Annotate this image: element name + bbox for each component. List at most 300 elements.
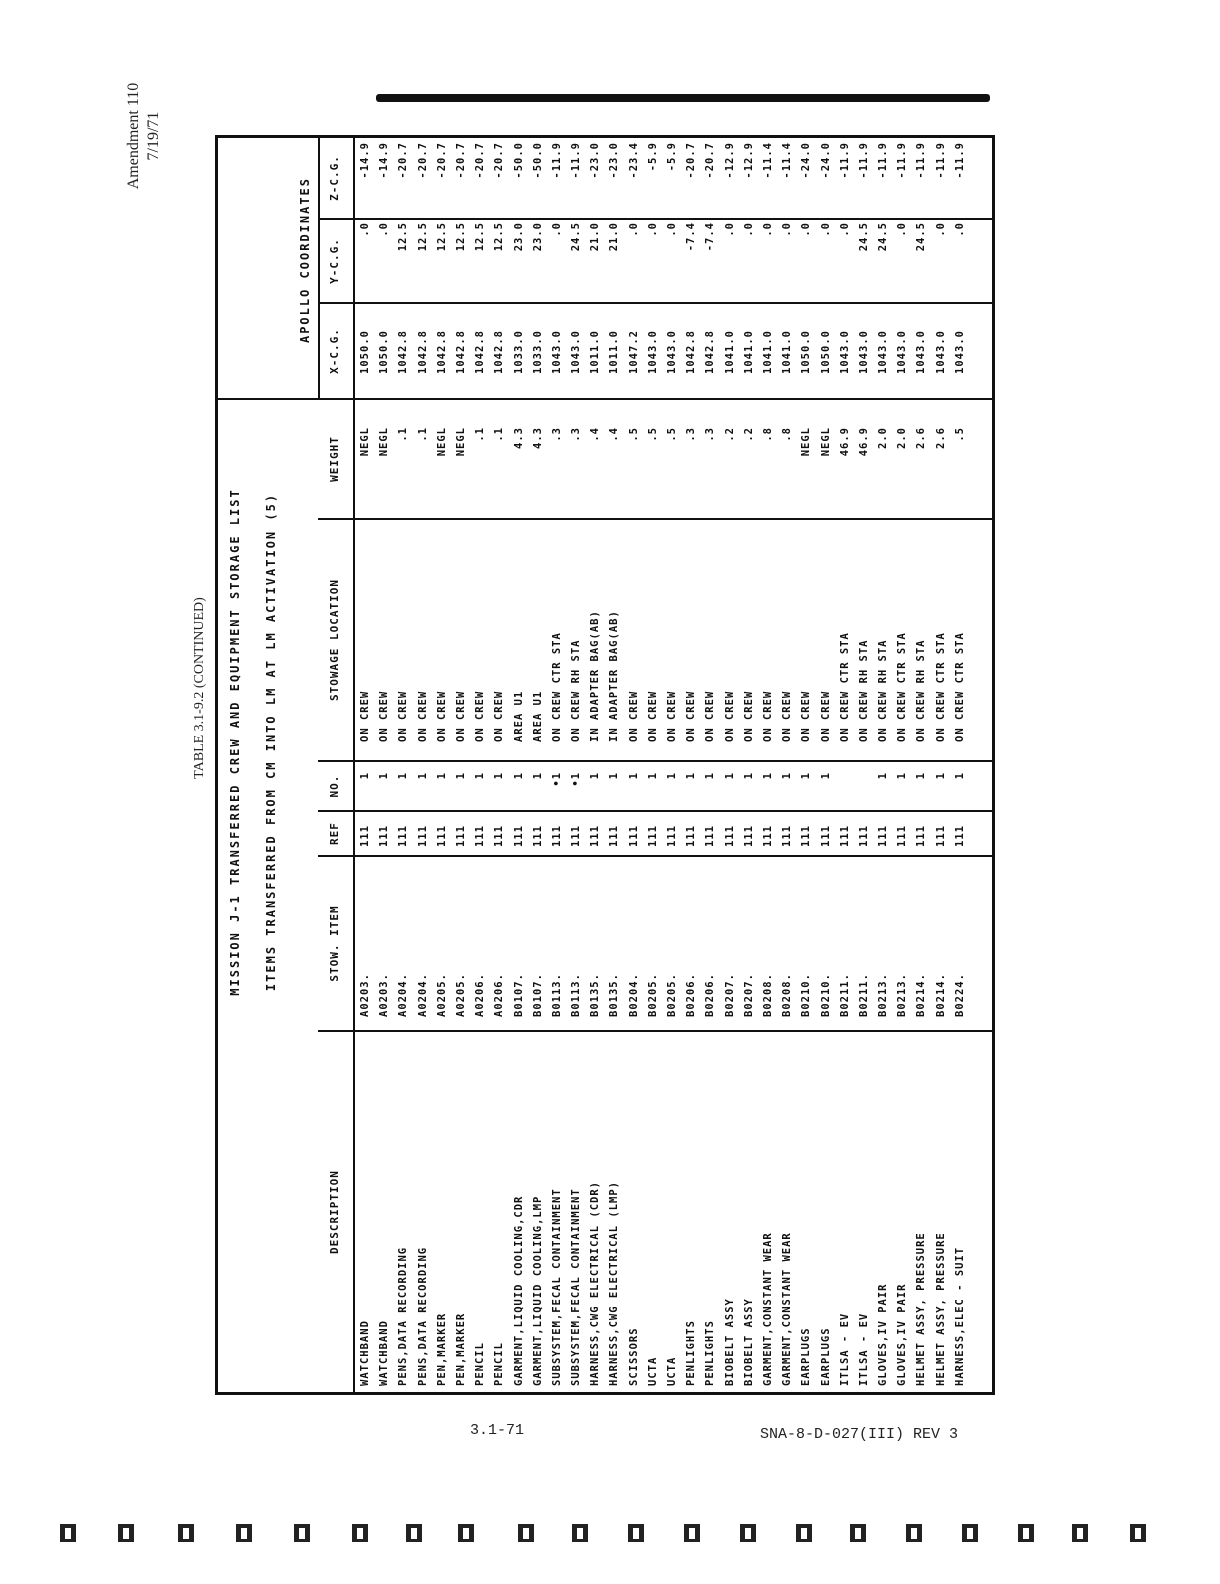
number-cell: 1 [531, 772, 544, 780]
stow-item-cell: A0203. [378, 973, 391, 1017]
table-row [740, 132, 759, 1392]
y-cg-cell: .0 [819, 222, 832, 237]
x-cg-cell: 1042.8 [704, 330, 717, 374]
number-cell: 1 [493, 772, 506, 780]
z-cg-cell: -20.7 [416, 142, 429, 179]
location-cell: ON CREW RH STA [570, 639, 583, 742]
stow-item-cell: A0204. [416, 973, 429, 1017]
z-cg-cell: -50.0 [512, 142, 525, 179]
location-cell: ON CREW [685, 690, 698, 742]
location-cell: ON CREW CTR STA [550, 632, 563, 742]
x-cg-cell: 1042.8 [493, 330, 506, 374]
y-cg-cell: 24.5 [915, 222, 928, 252]
weight-cell: .3 [704, 427, 717, 442]
description-cell: HARNESS,CWG ELECTRICAL (CDR) [589, 1180, 602, 1386]
table-row [548, 132, 567, 1392]
y-cg-cell: 12.5 [454, 222, 467, 252]
number-cell: 1 [589, 772, 602, 780]
x-cg-cell: 1011.0 [608, 330, 621, 374]
location-cell: ON CREW RH STA [915, 639, 928, 742]
table-row [433, 132, 452, 1392]
location-cell: ON CREW [646, 690, 659, 742]
number-cell: 1 [819, 772, 832, 780]
location-cell: ON CREW CTR STA [953, 632, 966, 742]
z-cg-cell: -11.9 [570, 142, 583, 179]
stow-item-cell: A0206. [474, 973, 487, 1017]
number-cell: 1 [378, 772, 391, 780]
table-row [778, 132, 797, 1392]
location-cell: IN ADAPTER BAG(AB) [589, 610, 602, 742]
header-location: STOWAGE LOCATION [328, 579, 341, 701]
ref-cell: 111 [666, 825, 678, 847]
y-cg-cell: 12.5 [416, 222, 429, 252]
x-cg-cell: 1033.0 [531, 330, 544, 374]
y-cg-cell: .0 [723, 222, 736, 237]
table-row [375, 132, 394, 1392]
scan-mark [906, 1524, 922, 1542]
location-cell: ON CREW CTR STA [838, 632, 851, 742]
header-description: DESCRIPTION [328, 1170, 341, 1254]
weight-cell: .3 [685, 427, 698, 442]
ref-cell: 111 [934, 825, 947, 847]
x-cg-cell: 1041.0 [781, 330, 794, 374]
location-cell: ON CREW [627, 690, 640, 742]
z-cg-cell: -11.9 [934, 142, 947, 179]
weight-cell: .5 [646, 427, 659, 442]
x-cg-cell: 1050.0 [800, 330, 813, 374]
number-cell: 1 [781, 772, 794, 780]
table-row [529, 132, 548, 1392]
number-cell: 1 [646, 772, 659, 780]
description-cell: EARPLUGS [819, 1327, 832, 1386]
ref-cell: 111 [896, 825, 909, 847]
description-cell: PENCIL [493, 1342, 506, 1386]
ref-cell: 111 [550, 825, 563, 847]
z-cg-cell: -20.7 [454, 142, 467, 179]
stow-item-cell: B0107. [531, 973, 544, 1017]
location-cell: ON CREW [666, 690, 678, 742]
y-cg-cell: 24.5 [877, 222, 890, 252]
x-cg-cell: 1042.8 [685, 330, 698, 374]
scan-mark [684, 1524, 700, 1542]
z-cg-cell: -11.9 [877, 142, 890, 179]
x-cg-cell: 1050.0 [359, 330, 371, 374]
y-cg-cell: .0 [800, 222, 813, 237]
description-cell: GARMENT,CONSTANT WEAR [781, 1232, 794, 1386]
weight-cell: .1 [397, 427, 410, 442]
stow-item-cell: B0213. [877, 973, 890, 1017]
table-row [682, 132, 701, 1392]
weight-cell: .8 [761, 427, 774, 442]
number-cell: 1 [474, 772, 487, 780]
y-cg-cell: 12.5 [397, 222, 410, 252]
stow-item-cell: A0204. [397, 973, 410, 1017]
weight-cell: NEGL [435, 427, 448, 457]
description-cell: HELMET ASSY, PRESSURE [934, 1232, 947, 1386]
x-cg-cell: 1050.0 [819, 330, 832, 374]
stow-item-cell: B0214. [915, 973, 928, 1017]
location-cell: ON CREW [493, 690, 506, 742]
weight-cell: .8 [781, 427, 794, 442]
scan-mark [796, 1524, 812, 1542]
weight-cell: 2.0 [896, 427, 909, 449]
weight-cell: .1 [493, 427, 506, 442]
z-cg-cell: -11.9 [550, 142, 563, 179]
location-cell: ON CREW [761, 690, 774, 742]
stow-item-cell: B0206. [704, 973, 717, 1017]
ref-cell: 111 [800, 825, 813, 847]
table-row [836, 132, 855, 1392]
x-cg-cell: 1041.0 [742, 330, 755, 374]
stow-item-cell: B0211. [838, 973, 851, 1017]
table-row [605, 132, 624, 1392]
number-cell: 1 [397, 772, 410, 780]
stow-item-cell: B0210. [819, 973, 832, 1017]
description-cell: PENCIL [474, 1342, 487, 1386]
location-cell: ON CREW [781, 690, 794, 742]
weight-cell: NEGL [800, 427, 813, 457]
stow-item-cell: B0206. [685, 973, 698, 1017]
table-row [797, 132, 816, 1392]
x-cg-cell: 1050.0 [378, 330, 391, 374]
ref-cell: 111 [781, 825, 794, 847]
scan-mark [572, 1524, 588, 1542]
z-cg-cell: -5.9 [666, 142, 678, 172]
location-cell: ON CREW RH STA [877, 639, 890, 742]
y-cg-cell: 12.5 [493, 222, 506, 252]
x-cg-cell: 1042.8 [474, 330, 487, 374]
x-cg-cell: 1043.0 [877, 330, 890, 374]
z-cg-cell: -12.9 [742, 142, 755, 179]
description-cell: EARPLUGS [800, 1327, 813, 1386]
description-cell: GARMENT,CONSTANT WEAR [761, 1232, 774, 1386]
location-cell: ON CREW [359, 690, 371, 742]
table-row [471, 132, 490, 1392]
ref-cell: 111 [397, 825, 410, 847]
table-row [586, 132, 605, 1392]
x-cg-cell: 1043.0 [646, 330, 659, 374]
x-cg-cell: 1043.0 [934, 330, 947, 374]
ref-cell: 111 [915, 825, 928, 847]
description-cell: SCISSORS [627, 1327, 640, 1386]
y-cg-cell: 21.0 [608, 222, 621, 252]
scan-marks [60, 1524, 1160, 1554]
z-cg-cell: -23.0 [608, 142, 621, 179]
table-row [893, 132, 912, 1392]
z-cg-cell: -11.9 [857, 142, 870, 179]
stow-item-cell: B0135. [608, 973, 621, 1017]
y-cg-cell: 12.5 [474, 222, 487, 252]
z-cg-cell: -20.7 [704, 142, 717, 179]
header-z-cg: Z-C.G. [328, 155, 341, 201]
table-row [874, 132, 893, 1392]
y-cg-cell: -7.4 [685, 222, 698, 252]
table-row [625, 132, 644, 1392]
ref-cell: 111 [627, 825, 640, 847]
y-cg-cell: .0 [953, 222, 966, 237]
document-id: SNA-8-D-027(III) REV 3 [760, 1426, 959, 1443]
header-rule [353, 138, 355, 1392]
header-no: NO. [328, 774, 341, 798]
x-cg-cell: 1047.2 [627, 330, 640, 374]
ref-cell: 111 [761, 825, 774, 847]
stow-item-cell: B0113. [570, 973, 583, 1017]
scan-mark [1072, 1524, 1088, 1542]
description-cell: BIOBELT ASSY [742, 1298, 755, 1386]
description-cell: WATCHBAND [359, 1320, 371, 1386]
z-cg-cell: -23.4 [627, 142, 640, 179]
y-cg-cell: -7.4 [704, 222, 717, 252]
ref-cell: 111 [819, 825, 832, 847]
x-cg-cell: 1011.0 [589, 330, 602, 374]
location-cell: IN ADAPTER BAG(AB) [608, 610, 621, 742]
table-row [855, 132, 874, 1392]
table-row [912, 132, 931, 1392]
ref-cell: 111 [857, 825, 870, 847]
stow-item-cell: B0113. [550, 973, 563, 1017]
number-cell: 1 [953, 772, 966, 780]
stow-item-cell: B0211. [857, 973, 870, 1017]
weight-cell: .5 [627, 427, 640, 442]
scan-mark [406, 1524, 422, 1542]
scan-mark [1018, 1524, 1034, 1542]
stow-item-cell: B0207. [742, 973, 755, 1017]
location-cell: ON CREW CTR STA [896, 632, 909, 742]
scan-mark [458, 1524, 474, 1542]
number-cell: 1 [723, 772, 736, 780]
z-cg-cell: -20.7 [397, 142, 410, 179]
number-cell: 1 [742, 772, 755, 780]
number-cell: •1 [570, 772, 583, 787]
weight-cell: .2 [723, 427, 736, 442]
z-cg-cell: -14.9 [378, 142, 391, 179]
header-y-cg: Y-C.G. [328, 238, 341, 284]
table-row [490, 132, 509, 1392]
ref-cell: 111 [378, 825, 391, 847]
table-row [817, 132, 836, 1392]
weight-cell: 46.9 [857, 427, 870, 457]
y-cg-cell: .0 [742, 222, 755, 237]
number-cell: 1 [934, 772, 947, 780]
ref-cell: 111 [838, 825, 851, 847]
scan-mark [850, 1524, 866, 1542]
z-cg-cell: -24.0 [819, 142, 832, 179]
ref-cell: 111 [589, 825, 602, 847]
stow-item-cell: B0224. [953, 973, 966, 1017]
x-cg-cell: 1041.0 [761, 330, 774, 374]
x-cg-cell: 1043.0 [838, 330, 851, 374]
number-cell: 1 [608, 772, 621, 780]
ref-cell: 111 [723, 825, 736, 847]
ref-cell: 111 [531, 825, 544, 847]
storage-table [215, 135, 995, 1395]
stow-item-cell: B0213. [896, 973, 909, 1017]
location-cell: ON CREW [819, 690, 832, 742]
x-cg-cell: 1043.0 [896, 330, 909, 374]
table-row [951, 132, 970, 1392]
weight-cell: .3 [570, 427, 583, 442]
scan-mark [962, 1524, 978, 1542]
weight-cell: .2 [742, 427, 755, 442]
number-cell: 1 [685, 772, 698, 780]
x-cg-cell: 1041.0 [723, 330, 736, 374]
weight-cell: 4.3 [531, 427, 544, 449]
table-title: MISSION J-1 TRANSFERRED CREW AND EQUIPMENT STORAGE LIST [228, 488, 242, 996]
description-cell: ITLSA - EV [838, 1312, 851, 1386]
top-rule [376, 94, 990, 102]
z-cg-cell: -5.9 [646, 142, 659, 172]
y-cg-cell: .0 [359, 222, 371, 237]
stow-item-cell: B0214. [934, 973, 947, 1017]
y-cg-cell: 23.0 [531, 222, 544, 252]
description-cell: GLOVES,IV PAIR [877, 1283, 890, 1386]
amendment-block [124, 61, 164, 211]
number-cell: •1 [550, 772, 563, 787]
table-row [644, 132, 663, 1392]
weight-cell: .1 [416, 427, 429, 442]
table-row [701, 132, 720, 1392]
weight-cell: .4 [589, 427, 602, 442]
description-cell: PENLIGHTS [685, 1320, 698, 1386]
apollo-rule [318, 138, 320, 400]
y-cg-cell: .0 [666, 222, 678, 237]
y-cg-cell: .0 [761, 222, 774, 237]
weight-cell: NEGL [454, 427, 467, 457]
number-cell: 1 [800, 772, 813, 780]
weight-cell: .4 [608, 427, 621, 442]
z-cg-cell: -20.7 [685, 142, 698, 179]
weight-cell: .3 [550, 427, 563, 442]
location-cell: ON CREW [416, 690, 429, 742]
number-cell: 1 [896, 772, 909, 780]
description-cell: HARNESS,CWG ELECTRICAL (LMP) [608, 1180, 621, 1386]
apollo-coordinates-header: APOLLO COORDINATES [298, 176, 312, 344]
page-number: 3.1-71 [470, 1422, 525, 1439]
description-cell: PENLIGHTS [704, 1320, 717, 1386]
location-cell: AREA U1 [512, 690, 525, 742]
table-row [663, 132, 682, 1392]
z-cg-cell: -11.9 [896, 142, 909, 179]
description-cell: PENS,DATA RECORDING [397, 1246, 410, 1386]
amendment-label: Amendment 110 [125, 82, 142, 190]
y-cg-cell: .0 [934, 222, 947, 237]
number-cell: 1 [416, 772, 429, 780]
scan-mark [740, 1524, 756, 1542]
description-cell: GARMENT,LIQUID COOLING,LMP [531, 1195, 544, 1386]
weight-cell: 2.0 [877, 427, 890, 449]
table-row [510, 132, 529, 1392]
location-cell: ON CREW [378, 690, 391, 742]
description-cell: HELMET ASSY, PRESSURE [915, 1232, 928, 1386]
stow-item-cell: A0205. [454, 973, 467, 1017]
location-cell: ON CREW [742, 690, 755, 742]
y-cg-cell: .0 [896, 222, 909, 237]
y-cg-cell: .0 [781, 222, 794, 237]
x-cg-cell: 1042.8 [454, 330, 467, 374]
stow-item-cell: B0205. [646, 973, 659, 1017]
stow-item-cell: A0205. [435, 973, 448, 1017]
location-cell: ON CREW RH STA [857, 639, 870, 742]
stow-item-cell: A0203. [359, 973, 371, 1017]
z-cg-cell: -50.0 [531, 142, 544, 179]
x-cg-cell: 1043.0 [915, 330, 928, 374]
amendment-date: 7/19/71 [145, 111, 162, 161]
weight-cell: NEGL [819, 427, 832, 457]
weight-cell: 46.9 [838, 427, 851, 457]
z-cg-cell: -23.0 [589, 142, 602, 179]
weight-cell: 2.6 [934, 427, 947, 449]
ref-cell: 111 [454, 825, 467, 847]
stow-item-cell: B0107. [512, 973, 525, 1017]
description-cell: ITLSA - EV [857, 1312, 870, 1386]
description-cell: UCTA [646, 1356, 659, 1386]
stow-item-cell: B0210. [800, 973, 813, 1017]
location-cell: ON CREW CTR STA [934, 632, 947, 742]
description-cell: GARMENT,LIQUID COOLING,CDR [512, 1195, 525, 1386]
x-cg-cell: 1033.0 [512, 330, 525, 374]
stow-item-cell: A0206. [493, 973, 506, 1017]
y-cg-cell: 24.5 [570, 222, 583, 252]
z-cg-cell: -20.7 [493, 142, 506, 179]
weight-cell: .5 [666, 427, 678, 442]
number-cell: 1 [761, 772, 774, 780]
y-cg-cell: 21.0 [589, 222, 602, 252]
scan-mark [518, 1524, 534, 1542]
stow-item-cell: B0208. [761, 973, 774, 1017]
ref-cell: 111 [435, 825, 448, 847]
location-cell: ON CREW [704, 690, 717, 742]
z-cg-cell: -11.4 [781, 142, 794, 179]
location-cell: ON CREW [397, 690, 410, 742]
z-cg-cell: -11.9 [953, 142, 966, 179]
z-cg-cell: -12.9 [723, 142, 736, 179]
number-cell: 1 [915, 772, 928, 780]
y-cg-cell: 12.5 [435, 222, 448, 252]
number-cell: 1 [359, 772, 371, 780]
weight-cell: 2.6 [915, 427, 928, 449]
scan-mark [236, 1524, 252, 1542]
scan-mark [118, 1524, 134, 1542]
table-row [759, 132, 778, 1392]
ref-cell: 111 [512, 825, 525, 847]
description-cell: BIOBELT ASSY [723, 1298, 736, 1386]
y-cg-cell: .0 [646, 222, 659, 237]
scan-mark [294, 1524, 310, 1542]
x-cg-cell: 1043.0 [550, 330, 563, 374]
description-cell: PENS,DATA RECORDING [416, 1246, 429, 1386]
ref-cell: 111 [685, 825, 698, 847]
ref-cell: 111 [877, 825, 890, 847]
z-cg-cell: -20.7 [435, 142, 448, 179]
header-x-cg: X-C.G. [328, 328, 341, 374]
table-row [414, 132, 433, 1392]
x-cg-cell: 1043.0 [953, 330, 966, 374]
number-cell: 1 [454, 772, 467, 780]
y-cg-cell: .0 [627, 222, 640, 237]
z-cg-cell: -20.7 [474, 142, 487, 179]
x-cg-cell: 1043.0 [857, 330, 870, 374]
x-cg-cell: 1043.0 [666, 330, 678, 374]
location-cell: ON CREW [454, 690, 467, 742]
stow-item-cell: B0204. [627, 973, 640, 1017]
number-cell: 1 [877, 772, 890, 780]
description-cell: PEN,MARKER [435, 1312, 448, 1386]
z-cg-cell: -24.0 [800, 142, 813, 179]
scan-mark [178, 1524, 194, 1542]
description-cell: UCTA [666, 1356, 678, 1386]
table-row [932, 132, 951, 1392]
stow-item-cell: B0135. [589, 973, 602, 1017]
